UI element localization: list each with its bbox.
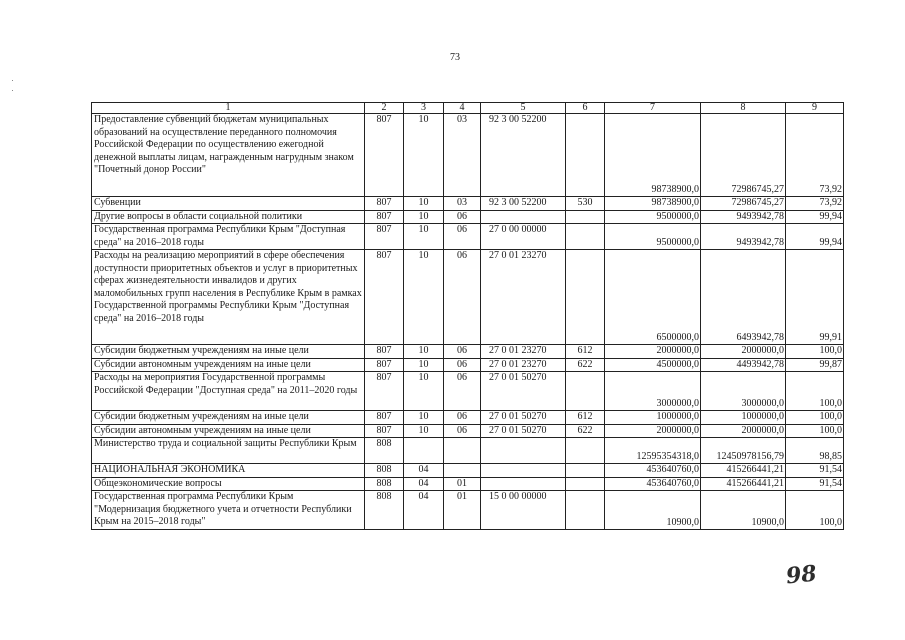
table-row <box>92 358 844 372</box>
row-cell-c4: 03 <box>444 197 481 211</box>
row-cell-c6 <box>566 210 605 224</box>
row-cell-c5: 15 0 00 00000 <box>481 491 566 530</box>
row-cell-c8: 72986745,27 <box>701 197 786 211</box>
row-name-cell: Расходы на реализацию мероприятий в сфере обеспечения доступности приоритетных объектов и услуг в приоритетных сферах жизнедеятельности инвалидов и других маломобильных групп населения в Республике Крым в рамках Государственной программы Республики Крым "Доступная среда" на 2016–2018 годы <box>92 250 365 345</box>
row-cell-c7: 1000000,0 <box>605 411 701 425</box>
table-header-row <box>92 103 844 114</box>
row-cell-c3: 04 <box>404 491 444 530</box>
row-cell-c6 <box>566 464 605 478</box>
row-cell-c2: 807 <box>365 114 404 197</box>
row-cell-c7: 2000000,0 <box>605 424 701 438</box>
row-cell-c2: 808 <box>365 464 404 478</box>
row-cell-c7: 98738900,0 <box>605 197 701 211</box>
handwritten-sheet-number: 98 <box>784 560 818 590</box>
column-header: 6 <box>566 103 605 114</box>
row-cell-c3: 04 <box>404 477 444 491</box>
row-cell-c9: 100,0 <box>786 345 844 359</box>
row-cell-c4: 03 <box>444 114 481 197</box>
column-header: 1 <box>92 103 365 114</box>
row-cell-c5: 27 0 01 50270 <box>481 411 566 425</box>
scan-speck <box>12 80 13 81</box>
row-cell-c8: 3000000,0 <box>701 372 786 411</box>
row-cell-c8: 2000000,0 <box>701 424 786 438</box>
table-row <box>92 210 844 224</box>
row-cell-c7: 453640760,0 <box>605 477 701 491</box>
table-row <box>92 464 844 478</box>
row-cell-c8: 4493942,78 <box>701 358 786 372</box>
row-cell-c3: 10 <box>404 424 444 438</box>
row-cell-c6 <box>566 491 605 530</box>
row-cell-c3: 10 <box>404 411 444 425</box>
row-cell-c8: 415266441,21 <box>701 477 786 491</box>
row-cell-c5: 92 3 00 52200 <box>481 197 566 211</box>
row-name-cell: Расходы на мероприятия Государственной программы Российской Федерации "Доступная среда" на 2011–2020 годы <box>92 372 365 411</box>
row-cell-c3: 10 <box>404 224 444 250</box>
row-cell-c2: 807 <box>365 210 404 224</box>
row-cell-c4 <box>444 464 481 478</box>
column-header: 5 <box>481 103 566 114</box>
row-cell-c5 <box>481 464 566 478</box>
row-cell-c4: 01 <box>444 491 481 530</box>
row-cell-c6 <box>566 372 605 411</box>
row-cell-c2: 807 <box>365 372 404 411</box>
table-row <box>92 411 844 425</box>
row-cell-c8: 12450978156,79 <box>701 438 786 464</box>
row-name-cell: Общеэкономические вопросы <box>92 477 365 491</box>
row-cell-c8: 415266441,21 <box>701 464 786 478</box>
row-cell-c2: 808 <box>365 477 404 491</box>
row-cell-c6 <box>566 250 605 345</box>
row-cell-c9: 100,0 <box>786 372 844 411</box>
row-name-cell: Предоставление субвенций бюджетам муниципальных образований на осуществление переданного полномочия Российской Федерации по осуществлению ежегодной денежной выплаты лицам, награжденным нагрудным знаком "Почетный донор России" <box>92 114 365 197</box>
row-cell-c5: 27 0 01 23270 <box>481 250 566 345</box>
row-cell-c4: 06 <box>444 250 481 345</box>
row-cell-c4: 06 <box>444 424 481 438</box>
row-cell-c3: 10 <box>404 210 444 224</box>
row-cell-c6: 622 <box>566 358 605 372</box>
row-cell-c6 <box>566 114 605 197</box>
row-cell-c3: 04 <box>404 464 444 478</box>
row-cell-c6 <box>566 477 605 491</box>
row-cell-c8: 9493942,78 <box>701 210 786 224</box>
column-header: 7 <box>605 103 701 114</box>
row-cell-c3: 10 <box>404 197 444 211</box>
row-cell-c5: 27 0 01 50270 <box>481 424 566 438</box>
row-cell-c8: 2000000,0 <box>701 345 786 359</box>
row-cell-c9: 100,0 <box>786 411 844 425</box>
table-row <box>92 477 844 491</box>
row-cell-c4: 06 <box>444 224 481 250</box>
row-cell-c2: 807 <box>365 224 404 250</box>
table-row <box>92 438 844 464</box>
row-cell-c4: 06 <box>444 345 481 359</box>
row-name-cell: Другие вопросы в области социальной политики <box>92 210 365 224</box>
row-cell-c8: 9493942,78 <box>701 224 786 250</box>
row-cell-c5 <box>481 210 566 224</box>
table-row <box>92 197 844 211</box>
table-row <box>92 372 844 411</box>
row-cell-c7: 453640760,0 <box>605 464 701 478</box>
row-cell-c7: 12595354318,0 <box>605 438 701 464</box>
row-cell-c7: 9500000,0 <box>605 210 701 224</box>
row-cell-c3 <box>404 438 444 464</box>
scan-speck <box>12 90 13 91</box>
row-cell-c7: 10900,0 <box>605 491 701 530</box>
row-cell-c5: 27 0 01 23270 <box>481 358 566 372</box>
row-cell-c8: 6493942,78 <box>701 250 786 345</box>
row-cell-c6: 530 <box>566 197 605 211</box>
row-cell-c2: 807 <box>365 411 404 425</box>
row-cell-c5 <box>481 477 566 491</box>
row-cell-c8: 1000000,0 <box>701 411 786 425</box>
row-cell-c2: 807 <box>365 358 404 372</box>
row-cell-c7: 2000000,0 <box>605 345 701 359</box>
row-name-cell: Государственная программа Республики Крым "Модернизация бюджетного учета и отчетности Республики Крым на 2015–2018 годы" <box>92 491 365 530</box>
row-cell-c4: 01 <box>444 477 481 491</box>
row-cell-c2: 807 <box>365 424 404 438</box>
row-cell-c7: 4500000,0 <box>605 358 701 372</box>
row-cell-c4: 06 <box>444 210 481 224</box>
row-cell-c8: 10900,0 <box>701 491 786 530</box>
row-cell-c9: 100,0 <box>786 424 844 438</box>
row-cell-c4: 06 <box>444 372 481 411</box>
row-cell-c9: 91,54 <box>786 477 844 491</box>
row-cell-c2: 807 <box>365 345 404 359</box>
row-cell-c6 <box>566 438 605 464</box>
table-row <box>92 250 844 345</box>
row-cell-c9: 99,87 <box>786 358 844 372</box>
column-header: 8 <box>701 103 786 114</box>
table-row <box>92 424 844 438</box>
row-cell-c3: 10 <box>404 250 444 345</box>
row-cell-c3: 10 <box>404 114 444 197</box>
row-name-cell: Министерство труда и социальной защиты Республики Крым <box>92 438 365 464</box>
row-cell-c5 <box>481 438 566 464</box>
budget-table <box>91 102 844 530</box>
row-cell-c5: 92 3 00 52200 <box>481 114 566 197</box>
row-name-cell: Субсидии автономным учреждениям на иные цели <box>92 424 365 438</box>
table-row <box>92 491 844 530</box>
row-cell-c7: 6500000,0 <box>605 250 701 345</box>
row-cell-c2: 808 <box>365 438 404 464</box>
row-name-cell: Субсидии бюджетным учреждениям на иные цели <box>92 345 365 359</box>
column-header: 3 <box>404 103 444 114</box>
row-cell-c2: 807 <box>365 197 404 211</box>
row-cell-c5: 27 0 01 23270 <box>481 345 566 359</box>
row-cell-c9: 73,92 <box>786 114 844 197</box>
row-cell-c9: 98,85 <box>786 438 844 464</box>
row-cell-c6 <box>566 224 605 250</box>
row-cell-c7: 3000000,0 <box>605 372 701 411</box>
row-cell-c3: 10 <box>404 358 444 372</box>
row-cell-c6: 612 <box>566 411 605 425</box>
row-cell-c2: 807 <box>365 250 404 345</box>
row-cell-c4: 06 <box>444 411 481 425</box>
row-cell-c9: 100,0 <box>786 491 844 530</box>
row-cell-c5: 27 0 01 50270 <box>481 372 566 411</box>
row-cell-c6: 622 <box>566 424 605 438</box>
row-name-cell: Субсидии автономным учреждениям на иные цели <box>92 358 365 372</box>
row-name-cell: Государственная программа Республики Крым "Доступная среда" на 2016–2018 годы <box>92 224 365 250</box>
row-cell-c9: 99,94 <box>786 224 844 250</box>
row-name-cell: Субвенции <box>92 197 365 211</box>
row-cell-c9: 73,92 <box>786 197 844 211</box>
row-cell-c5: 27 0 00 00000 <box>481 224 566 250</box>
column-header: 4 <box>444 103 481 114</box>
row-cell-c9: 99,94 <box>786 210 844 224</box>
row-cell-c9: 99,91 <box>786 250 844 345</box>
row-cell-c6: 612 <box>566 345 605 359</box>
row-cell-c8: 72986745,27 <box>701 114 786 197</box>
row-cell-c4: 06 <box>444 358 481 372</box>
row-cell-c2: 808 <box>365 491 404 530</box>
column-header: 2 <box>365 103 404 114</box>
row-cell-c3: 10 <box>404 372 444 411</box>
table-row <box>92 224 844 250</box>
table-row <box>92 345 844 359</box>
row-name-cell: НАЦИОНАЛЬНАЯ ЭКОНОМИКА <box>92 464 365 478</box>
row-cell-c7: 98738900,0 <box>605 114 701 197</box>
row-cell-c3: 10 <box>404 345 444 359</box>
row-name-cell: Субсидии бюджетным учреждениям на иные цели <box>92 411 365 425</box>
row-cell-c9: 91,54 <box>786 464 844 478</box>
column-header: 9 <box>786 103 844 114</box>
table-row <box>92 114 844 197</box>
row-cell-c4 <box>444 438 481 464</box>
page-number: 73 <box>450 52 460 63</box>
row-cell-c7: 9500000,0 <box>605 224 701 250</box>
